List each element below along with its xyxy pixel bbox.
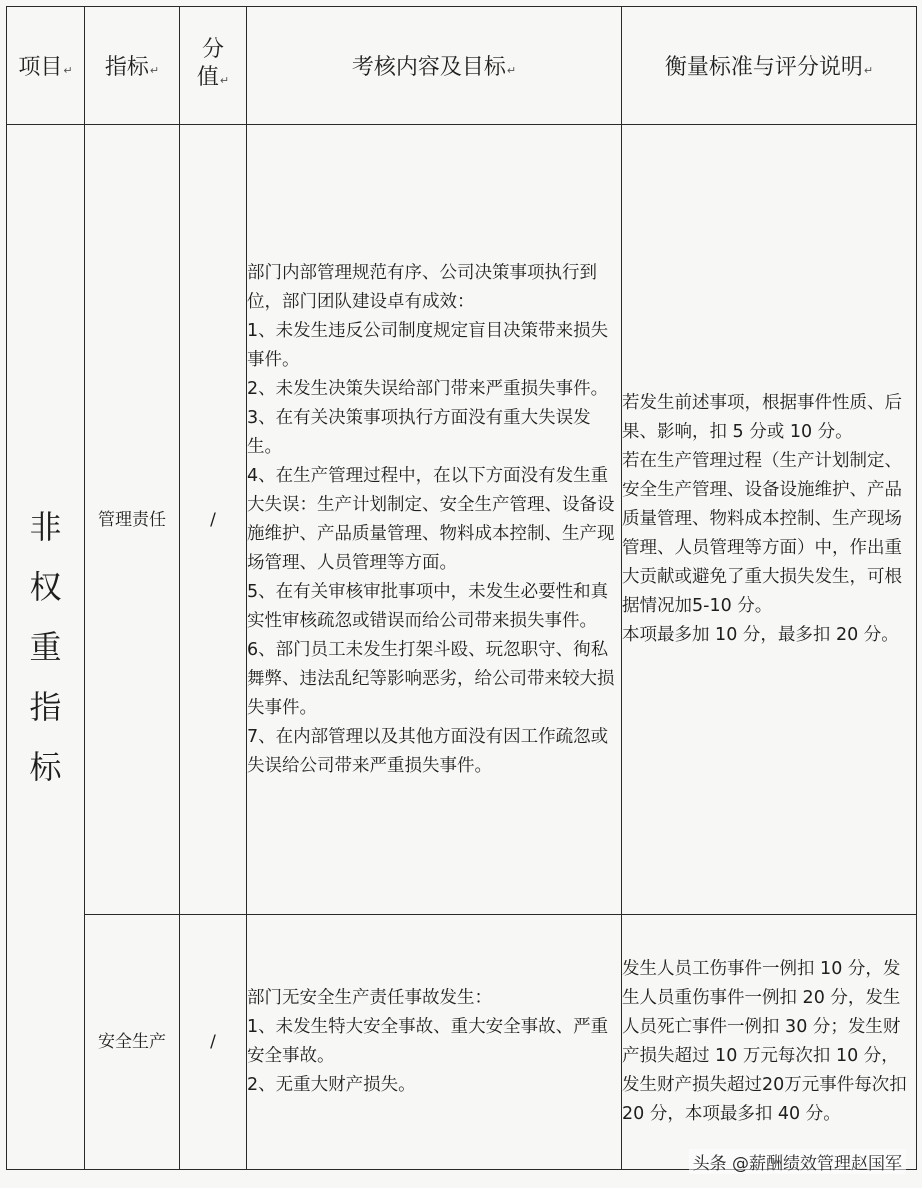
criteria-safety: 发生人员工伤事件一例扣 10 分，发生人员重伤事件一例扣 20 分，发生人员死亡事件一例扣 30 分；发生财产损失超过 10 万元每次扣 10 分，发生财产损失超过20万元事件每次扣 20 分，本项最多扣 40 分。 <box>622 915 917 1170</box>
header-score: 分 值↵ <box>180 7 247 125</box>
header-criteria: 衡量标准与评分说明↵ <box>622 7 917 125</box>
indicator-safety: 安全生产 <box>85 915 180 1170</box>
assessment-table <box>6 6 917 1170</box>
category-cell: 非 权 重 指 标 <box>7 125 85 1170</box>
header-item: 项目↵ <box>7 7 85 125</box>
content-safety: 部门无安全生产责任事故发生： 1、未发生特大安全事故、重大安全事故、严重安全事故。 2、无重大财产损失。 <box>247 915 622 1170</box>
table-row-management <box>7 125 917 915</box>
header-indicator: 指标↵ <box>85 7 180 125</box>
header-content: 考核内容及目标↵ <box>247 7 622 125</box>
score-management: / <box>180 125 247 915</box>
criteria-management: 若发生前述事项，根据事件性质、后果、影响，扣 5 分或 10 分。 若在生产管理过程（生产计划制定、安全生产管理、设备设施维护、产品质量管理、物料成本控制、生产现场管理、人员管理等方面）中，作出重大贡献或避免了重大损失发生，可根据情况加5-10 分。 本项最多加 10 分，最多扣 20 分。 <box>622 125 917 915</box>
table-row-safety <box>7 915 917 1170</box>
table-header-row <box>7 7 917 125</box>
indicator-management: 管理责任 <box>85 125 180 915</box>
content-management: 部门内部管理规范有序、公司决策事项执行到位，部门团队建设卓有成效： 1、未发生违反公司制度规定盲目决策带来损失事件。 2、未发生决策失误给部门带来严重损失事件。 3、在有关决策事项执行方面没有重大失误发生。 4、在生产管理过程中，在以下方面没有发生重大失误：生产计划制定、安全生产管理、设备设施维护、产品质量管理、物料成本控制、生产现场管理、人员管理等方面。 5、在有关审核审批事项中，未发生必要性和真实性审核疏忽或错误而给公司带来损失事件。 6、部门员工未发生打架斗殴、玩忽职守、徇私舞弊、违法乱纪等影响恶劣，给公司带来较大损失事件。 7、在内部管理以及其他方面没有因工作疏忽或失误给公司带来严重损失事件。 <box>247 125 622 915</box>
watermark: 头条 @薪酬绩效管理赵国军 <box>689 1149 906 1174</box>
score-safety: / <box>180 915 247 1170</box>
